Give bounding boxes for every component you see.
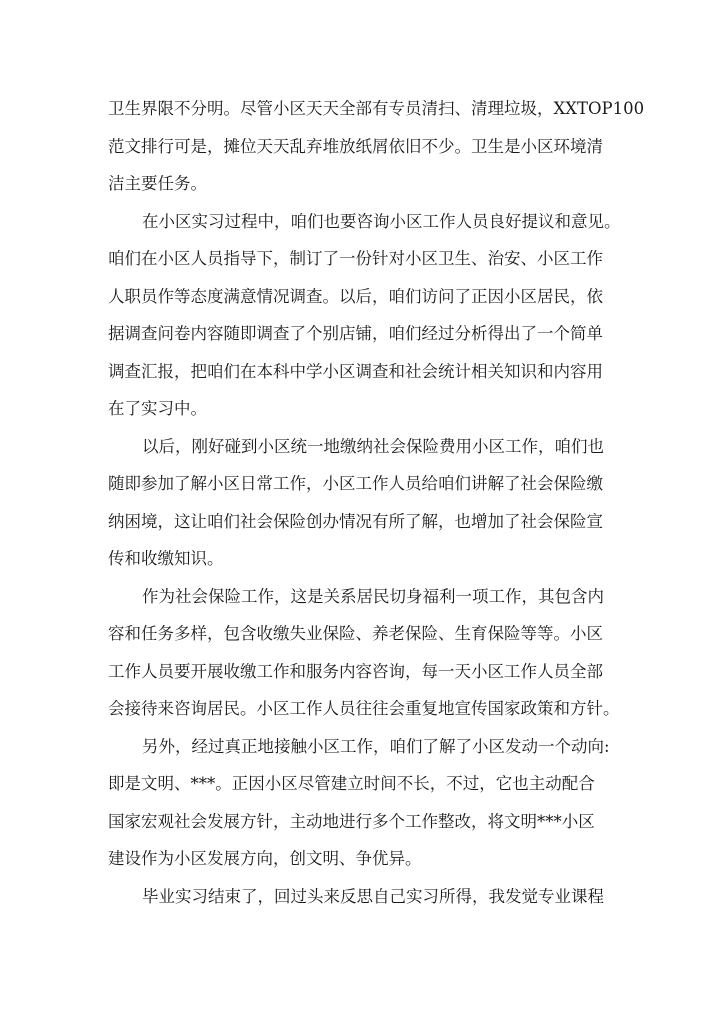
text-line: 会接待来咨询居民。小区工作人员往往会重复地宣传国家政策和方针。 <box>108 699 620 718</box>
body-text <box>108 90 645 915</box>
text-line: 传和收缴知识。 <box>108 549 224 568</box>
text-line: 人职员作等态度满意情况调查。以后，咱们访问了正因小区居民，依 <box>108 286 603 306</box>
text-line: 作为社会保险工作，这是关系居民切身福利一项工作，其包含内 <box>142 586 604 606</box>
paragraph <box>108 728 628 878</box>
paragraph <box>108 428 628 578</box>
text-line: 另外，经过真正地接触小区工作，咱们了解了小区发动一个动向: <box>142 736 610 756</box>
text-line: 在了实习中。 <box>108 399 207 418</box>
text-line: 咱们在小区人员指导下，制订了一份针对小区卫生、治安、小区工作 <box>108 249 603 268</box>
text-line: 建设作为小区发展方向，创文明、争优异。 <box>108 849 422 868</box>
text-line: 毕业实习结束了，回过头来反思自己实习所得，我发觉专业课程 <box>142 886 604 906</box>
text-line: 即是文明、***。正因小区尽管建立时间不长，不过，它也主动配合 <box>108 774 595 793</box>
paragraph <box>108 578 628 728</box>
text-line: 以后，刚好碰到小区统一地缴纳社会保险费用小区工作，咱们也 <box>142 436 604 456</box>
text-line: 卫生界限不分明。尽管小区天天全部有专员清扫、清理垃圾，XXTOP100 <box>108 99 645 118</box>
text-line: 工作人员要开展收缴工作和服务内容咨询，每一天小区工作人员全部 <box>108 661 603 681</box>
text-line: 范文排行可是，摊位天天乱弃堆放纸屑依旧不少。卫生是小区环境清 <box>108 136 603 156</box>
text-line: 调查汇报，把咱们在本科中学小区调查和社会统计相关知识和内容用 <box>108 361 603 381</box>
text-line: 在小区实习过程中，咱们也要咨询小区工作人员良好提议和意见。 <box>142 211 621 231</box>
text-line: 随即参加了解小区日常工作，小区工作人员给咱们讲解了社会保险缴 <box>108 474 603 493</box>
text-line: 容和任务多样，包含收缴失业保险、养老保险、生育保险等等。小区 <box>108 624 603 643</box>
paragraph <box>108 203 628 428</box>
text-line: 国家宏观社会发展方针，主动地进行多个工作整改，将文明***小区 <box>108 811 595 831</box>
text-line: 纳困境，这让咱们社会保险创办情况有所了解，也增加了社会保险宣 <box>108 511 603 531</box>
text-line: 据调查问卷内容随即调查了个别店铺，咱们经过分析得出了一个简单 <box>108 324 603 343</box>
paragraph <box>108 878 628 916</box>
paragraph <box>108 90 645 203</box>
text-line: 洁主要任务。 <box>108 174 207 193</box>
